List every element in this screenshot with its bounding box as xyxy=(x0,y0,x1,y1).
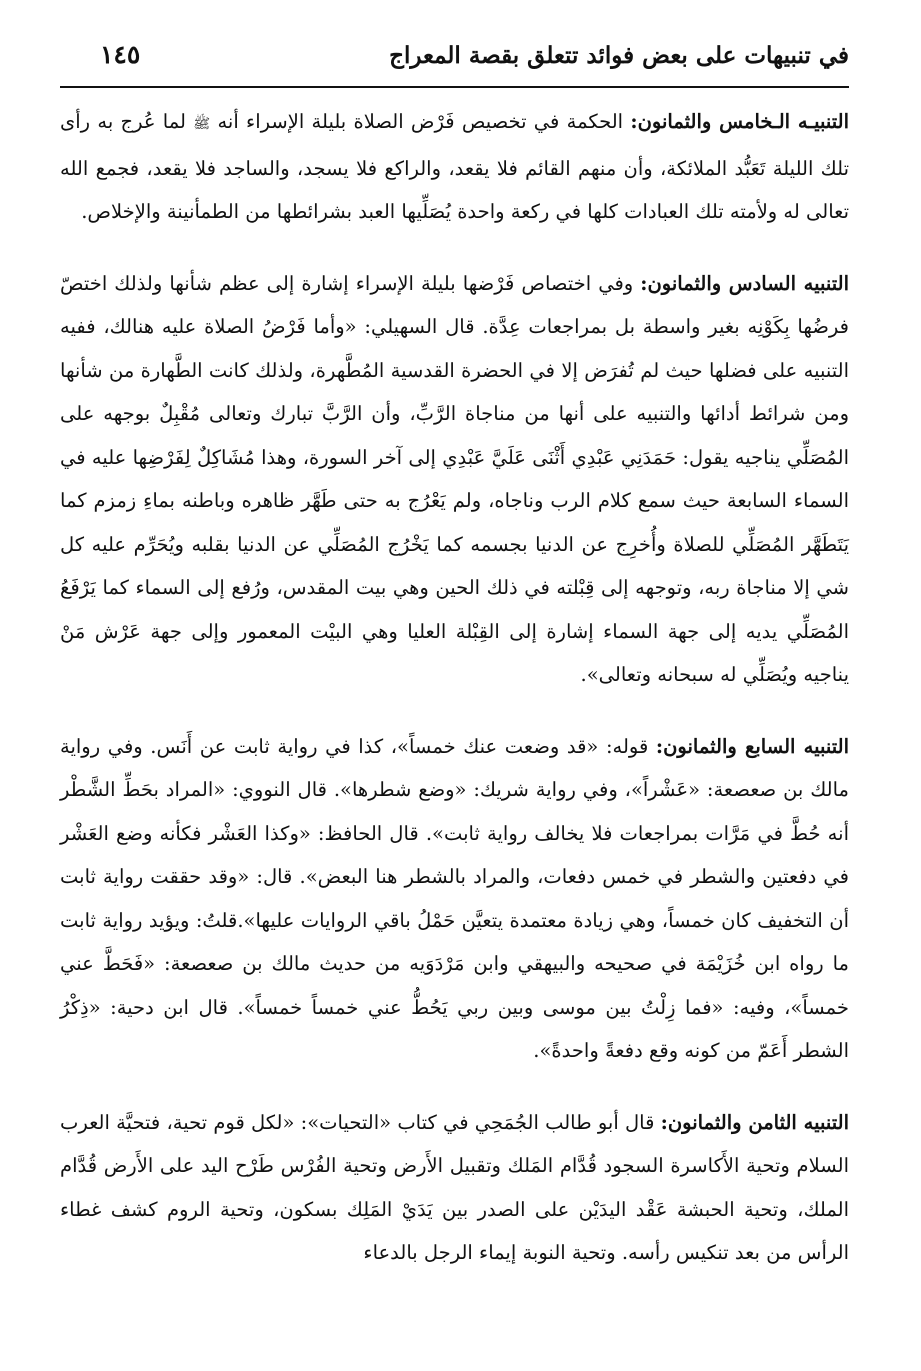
paragraph-heading: التنبيـه الـخامس والثمانون: xyxy=(630,110,849,133)
page-body xyxy=(60,100,849,1275)
paragraph-86 xyxy=(60,262,849,697)
paragraph-text: قال أبو طالب الجُمَحِي في كتاب «التحيات»: «لكل قوم تحية، فتحيَّة العرب السلام وتحية الأَكاسرة السجود قُدَّام المَلك وتقبيل الأَرض وتحية الفُرْس طَرْح اليد على الأَرض قُدَّام الملك، وتحية الحبشة عَقْد اليدَيْن على الصدر بين يَدَيْ المَلِك بسكون، وتحية الروم كشف غطاء الرأس من بعد تنكيس رأسه. وتحية النوبة إيماء الرجل بالدعاء xyxy=(60,1110,849,1264)
page-number: ١٤٥ xyxy=(100,40,141,69)
paragraph-text-continued: لما عُرج به رأى تلك الليلة تَعَبُّد الملائكة، وأن منهم القائم فلا يقعد، والراكع فلا يسجد، والساجد فلا يقعد، فجمع الله تعالى له ولأمته تلك العبادات كلها في ركعة واحدة يُصَلِّيها العبد بشرائطها من الطمأنينة والإخلاص. xyxy=(60,110,849,223)
paragraph-85 xyxy=(60,100,849,234)
paragraph-87 xyxy=(60,725,849,1073)
paragraph-text: الحكمة في تخصيص فَرْض الصلاة بليلة الإسراء أنه xyxy=(210,110,631,133)
paragraph-heading: التنبيه السادس والثمانون: xyxy=(640,271,849,295)
page-header xyxy=(60,0,849,88)
paragraph-heading: التنبيه السابع والثمانون: xyxy=(655,734,849,758)
running-title: في تنبيهات على بعض فوائد تتعلق بقصة المعراج xyxy=(389,42,849,69)
paragraph-text: وفي اختصاص فَرْضها بليلة الإسراء إشارة إلى عظم شأنها ولذلك اختصّ فرضُها بِكَوْنِه بغير واسطة بل بمراجعات عِدَّة. قال السهيلي: «وأما فَرْضُ الصلاة عليه هنالك، ففيه التنبيه على فضلها حيث لم تُفرَض إلا في الحضرة القدسية المُطَّهرة، ولذلك كانت الطَّهارة من شأنها ومن شرائط أدائها والتنبيه على أنها من مناجاة الرَّبِّ، وأن الرَّبَّ تبارك وتعالى مُقْبِلٌ بوجهه على المُصَلِّي يناجيه يقول: حَمَدَنِي عَبْدِي أَثْنَى عَلَيَّ عَبْدِي إلى آخر السورة، وهذا مُشَاكِلٌ لِفَرْضِها عليه في السماء السابعة حيث سمع كلام الرب وناجاه، ولم يَعْرُج به حتى طَهَّر ظاهره وباطنه بماءِ زمزم كما يَتَطَهَّر المُصَلِّي للصلاة وأُخرِج عن الدنيا بجسمه كما يَخْرُج المُصَلِّي عن الدنيا بقلبه ويُحَرِّم عليه كل شي إلا مناجاة ربه، وتوجهه إلى قِبْلته في ذلك الحين وهي بيت المقدس، ورُفع إلى السماء كما يَرْفَعُ المُصَلِّي يديه إلى جهة السماء إشارة إلى القِبْلة العليا وهي البيْت المعمور وإلى جهة عَرْش مَنْ يناجيه ويُصَلِّي له سبحانه وتعالى». xyxy=(60,271,849,686)
paragraph-heading: التنبيه الثامن والثمانون: xyxy=(660,1110,849,1134)
paragraph-88 xyxy=(60,1101,849,1275)
paragraph-text: قوله: «قد وضعت عنك خمساً»، كذا في رواية ثابت عن أَنَس. وفي رواية مالك بن صعصعة: «عَشْراً»، وفي رواية شريك: «وضع شطرها». قال النووي: «المراد بحَطِّ الشَّطْر أنه حُطَّ في مَرَّات بمراجعات فلا يخالف رواية ثابت». قال الحافظ: «وكذا العَشْر فكأنه وضع العَشْر في دفعتين والشطر في خمس دفعات، والمراد بالشطر هنا البعض». قال: «وقد حققت رواية ثابت أن التخفيف كان خمساً، وهي زيادة معتمدة يتعيَّن حَمْلُ باقي الروايات عليها».قلتُ: ويؤيد رواية ثابت ما رواه ابن خُزَيْمَة في صحيحه والبيهقي وابن مَرْدَوَيه من حديث مالك بن صعصعة: «فَحَطَّ عني خمساً»، وفيه: «فما زِلْتُ بين موسى وبين ربي يَحُطُّ عني خمساً خمساً». قال ابن دحية: «ذِكْرُ الشطر أَعَمّ من كونه وقع دفعةً واحدةً». xyxy=(60,734,849,1062)
salawat-glyph: ﷺ xyxy=(193,116,211,132)
